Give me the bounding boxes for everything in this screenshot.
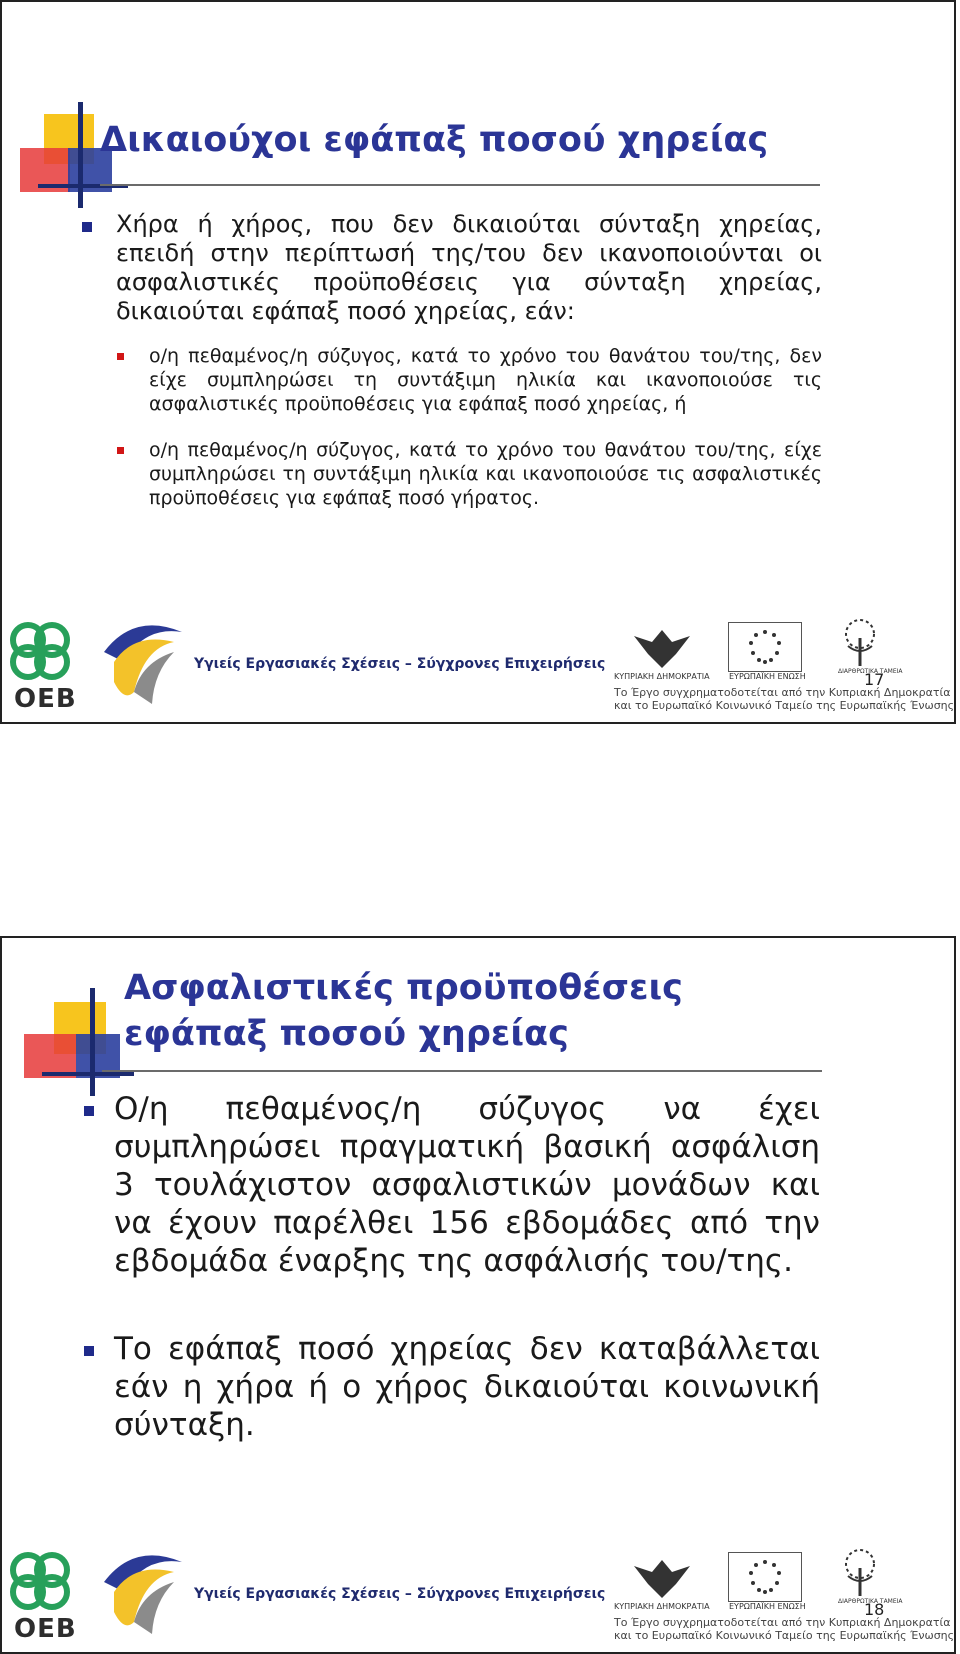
page-number: 17	[864, 670, 885, 689]
title-divider	[100, 184, 820, 186]
square-bullet-icon	[84, 1106, 94, 1116]
oeb-logo-icon	[6, 618, 96, 688]
square-bullet-icon	[117, 353, 124, 360]
bullet-list	[84, 1090, 820, 1444]
square-bullet-icon	[82, 222, 92, 232]
slide-title: Δικαιούχοι εφάπαξ ποσού χηρείας	[100, 120, 769, 160]
cofunding-note: Το Έργο συγχρηματοδοτείται από την Κυπριακή Δημοκρατία και το Ευρωπαϊκό Κοινωνικό Ταμείο της Ευρωπαϊκής Ένωσης	[614, 686, 955, 712]
page-number: 18	[864, 1600, 885, 1619]
slide-title-line-1: Ασφαλιστικές προϋποθέσεις	[124, 968, 683, 1008]
intro-paragraph: Χήρα ή χήρος, που δεν δικαιούται σύνταξη χηρείας, επειδή στην περίπτωσή της/του δεν ικανοποιούνται οι ασφαλιστικές προϋποθέσεις για σύνταξη χηρείας, δικαιούται εφάπαξ ποσό χηρείας, εάν:	[116, 210, 822, 325]
footer: OEB Υγιείς Εργασιακές Σχέσεις – Σύγχρονες Επιχειρήσεις ΚΥΠΡΙΑΚΗ ΔΗΜΟΚΡΑΤΙΑ ΕΥΡΩΠΑΪΚΗ ΕΝΩΣΗ ΔΙΑΡΘΡΩΤΙΚΑ ΤΑΜΕΙΑ Το Έργο συγχρηματοδοτείται από την Κυπριακή Δημοκρατία και το Ευρωπαϊκό Κοινωνικό Ταμείο της Ευρωπαϊκής Ένωσης 17	[2, 612, 954, 722]
corner-decoration	[24, 988, 134, 1098]
structural-funds-icon	[828, 616, 892, 668]
bullet-list	[82, 210, 822, 326]
eu-flag-icon	[728, 1552, 802, 1602]
square-bullet-icon	[117, 447, 124, 454]
sub-list-item: ο/η πεθαμένος/η σύζυγος, κατά το χρόνο του θανάτου του/της, είχε συμπληρώσει τη συντάξιμη ηλικία και ικανοποιούσε τις ασφαλιστικές προϋποθέσεις για εφάπαξ ποσό γήρατος.	[117, 438, 822, 510]
eu-flag-icon	[728, 622, 802, 672]
list-item: Ο/η πεθαμένος/η σύζυγος να έχει συμπληρώσει πραγματική βασική ασφάλιση 3 τουλάχιστον ασφαλιστικών μονάδων και να έχουν παρέλθει 156 εβδομάδες από την εβδομάδα έναρξης της ασφάλισής του/της.	[84, 1090, 820, 1280]
structural-funds-icon	[828, 1546, 892, 1598]
list-item	[82, 210, 822, 326]
footer: OEB Υγιείς Εργασιακές Σχέσεις – Σύγχρονες Επιχειρήσεις ΚΥΠΡΙΑΚΗ ΔΗΜΟΚΡΑΤΙΑ ΕΥΡΩΠΑΪΚΗ ΕΝΩΣΗ ΔΙΑΡΘΡΩΤΙΚΑ ΤΑΜΕΙΑ Το Έργο συγχρηματοδοτείται από την Κυπριακή Δημοκρατία και το Ευρωπαϊκό Κοινωνικό Ταμείο της Ευρωπαϊκής Ένωσης 18	[2, 1542, 954, 1652]
cyprus-emblem-icon	[630, 1556, 694, 1602]
footer-tagline: Υγιείς Εργασιακές Σχέσεις – Σύγχρονες Επιχειρήσεις	[194, 1586, 606, 1602]
slide-title-line-2: εφάπαξ ποσού χηρείας	[124, 1014, 569, 1054]
oeb-logo-text: OEB	[14, 1614, 77, 1644]
swoosh-logo-icon	[94, 1542, 194, 1642]
slide-18	[0, 936, 956, 1654]
cofunding-note: Το Έργο συγχρηματοδοτείται από την Κυπριακή Δημοκρατία και το Ευρωπαϊκό Κοινωνικό Ταμείο της Ευρωπαϊκής Ένωσης	[614, 1616, 955, 1642]
cyprus-emblem-icon	[630, 626, 694, 672]
sub-list-item: ο/η πεθαμένος/η σύζυγος, κατά το χρόνο του θανάτου του/της, δεν είχε συμπληρώσει τη συντάξιμη ηλικία και ικανοποιούσε τις ασφαλιστικές προϋποθέσεις για εφάπαξ ποσό χηρείας, ή	[117, 344, 822, 416]
sub-list	[117, 344, 822, 510]
square-bullet-icon	[84, 1346, 94, 1356]
oeb-logo-icon	[6, 1548, 96, 1618]
oeb-logo-text: OEB	[14, 684, 77, 714]
footer-tagline: Υγιείς Εργασιακές Σχέσεις – Σύγχρονες Επιχειρήσεις	[194, 656, 606, 672]
swoosh-logo-icon	[94, 612, 194, 712]
slide-17	[0, 0, 956, 724]
list-item: Το εφάπαξ ποσό χηρείας δεν καταβάλλεται εάν η χήρα ή ο χήρος δικαιούται κοινωνική σύνταξη.	[84, 1330, 820, 1444]
title-divider	[102, 1070, 822, 1072]
